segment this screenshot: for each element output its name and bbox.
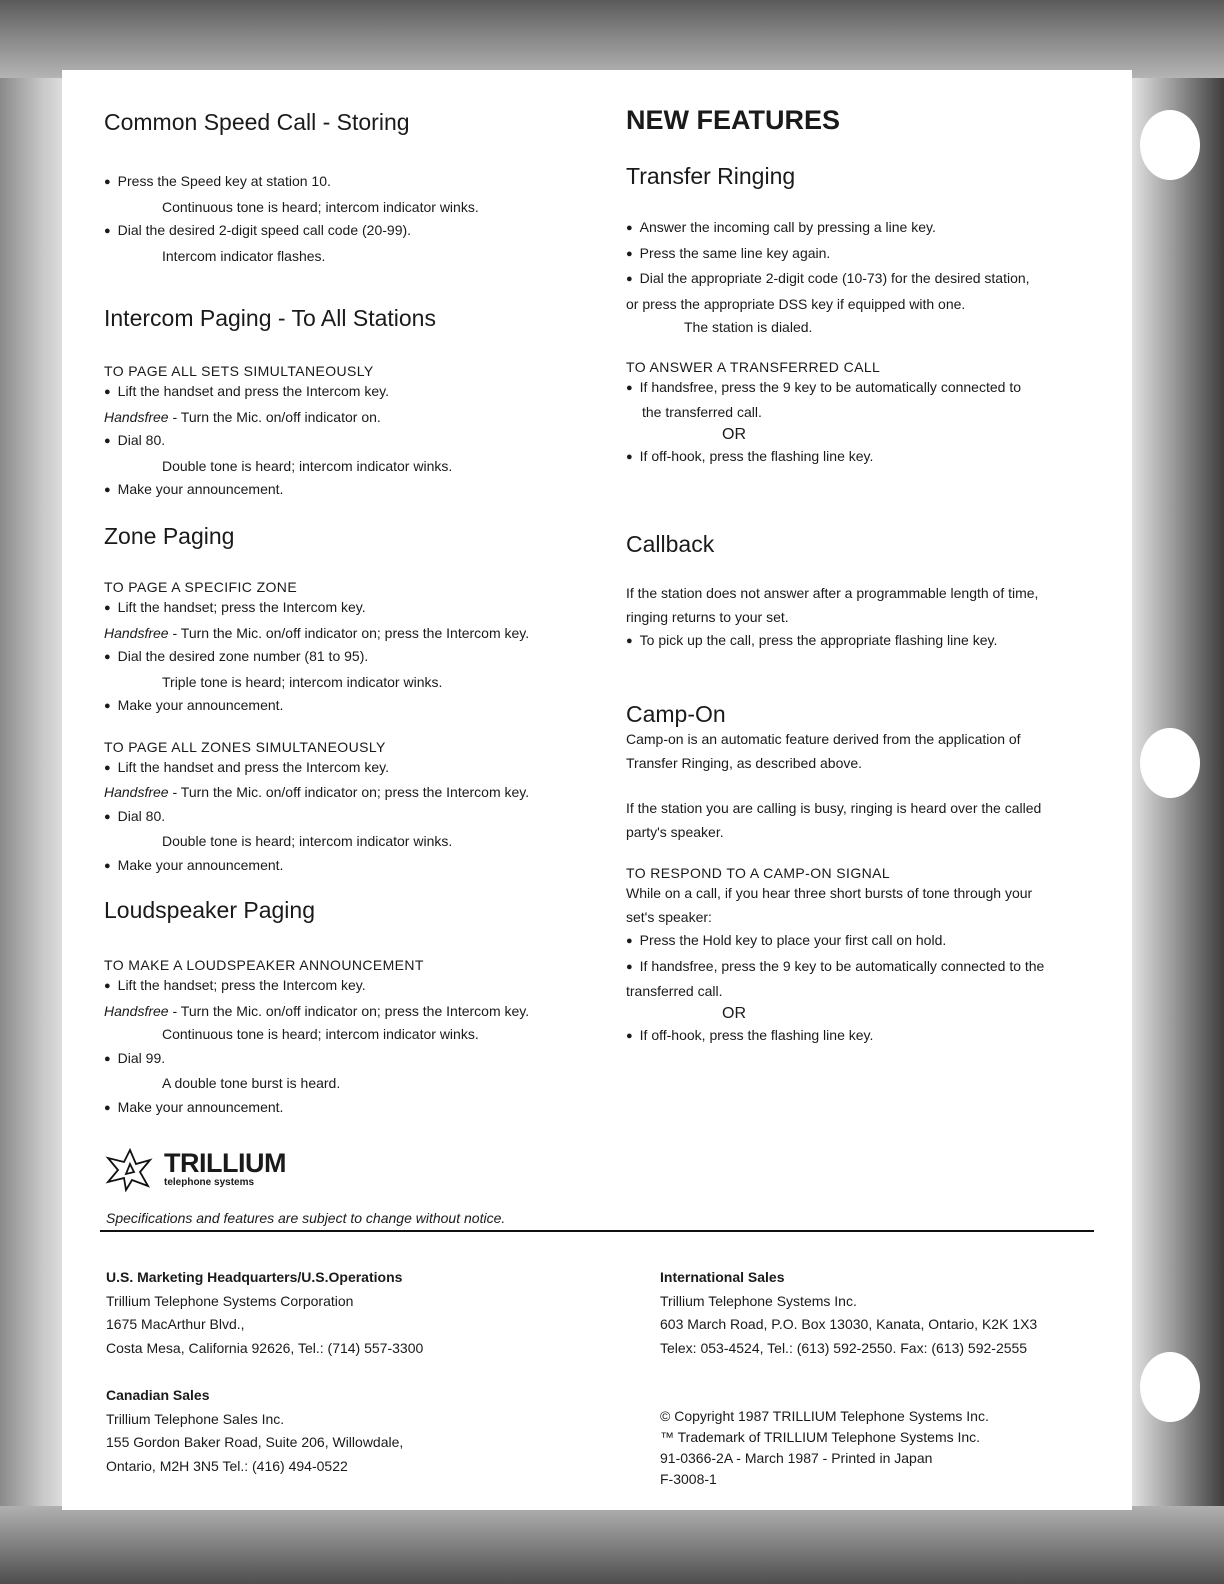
instruction-line: ● If off-hook, press the flashing line key. — [626, 445, 1106, 471]
subsection-title: TO PAGE A SPECIFIC ZONE — [104, 579, 298, 595]
handsfree-text: - Turn the Mic. on/off indicator on; press the Intercom key. — [168, 1002, 530, 1019]
body-line: Camp-on is an automatic feature derived from the application of — [626, 731, 1021, 747]
section-common-speed-call — [104, 108, 604, 268]
subsection-title: TO ANSWER A TRANSFERRED CALL — [626, 358, 881, 375]
handsfree-label: Handsfree — [104, 624, 169, 641]
footer-line: 155 Gordon Baker Road, Suite 206, Willowdale, — [106, 1434, 404, 1450]
section-title: Callback — [626, 531, 715, 557]
result-line: Triple tone is heard; intercom indicator winks. — [162, 673, 443, 690]
footer-us-operations — [106, 1266, 423, 1360]
scan-edge-bottom — [0, 1506, 1224, 1584]
section-transfer-ringing — [626, 162, 1106, 470]
instruction-line: ● Lift the handset and press the Intercom key. — [104, 756, 604, 782]
print-info-line: 91-0366-2A - March 1987 - Printed in Japan — [660, 1450, 933, 1466]
handsfree-text: - Turn the Mic. on/off indicator on; press the Intercom key. — [168, 784, 530, 800]
handsfree-text: - Turn the Mic. on/off indicator on; press the Intercom key. — [168, 624, 530, 641]
result-line: The station is dialed. — [684, 319, 813, 335]
instruction-line: ● Answer the incoming call by pressing a line key. — [626, 216, 1106, 242]
trademark-line: ™ Trademark of TRILLIUM Telephone Systems Inc. — [660, 1429, 981, 1445]
instruction-line: ● Make your announcement. — [104, 694, 604, 720]
footer-copyright — [660, 1406, 989, 1490]
scan-edge-left — [0, 0, 62, 1584]
handsfree-line — [104, 781, 604, 805]
instruction-line: or press the appropriate DSS key if equipped with one. — [626, 295, 966, 312]
body-line: Transfer Ringing, as described above. — [626, 754, 863, 771]
or-label: OR — [722, 425, 746, 443]
instruction-line: ● Press the Speed key at station 10. — [104, 170, 604, 196]
footer-heading: U.S. Marketing Headquarters/U.S.Operations — [106, 1269, 403, 1285]
handsfree-label: Handsfree — [104, 408, 169, 425]
logo-tagline: telephone systems — [164, 1177, 255, 1188]
instruction-line: ● If off-hook, press the flashing line key. — [626, 1024, 1106, 1050]
scan-edge-top — [0, 0, 1224, 78]
section-callback — [626, 530, 1106, 655]
handsfree-label: Handsfree — [104, 1002, 169, 1019]
section-title: Zone Paging — [104, 523, 235, 549]
instruction-line: ● To pick up the call, press the appropriate flashing line key. — [626, 629, 1106, 655]
binder-hole-middle — [1140, 728, 1200, 798]
copyright-line: © Copyright 1987 TRILLIUM Telephone Systems Inc. — [660, 1408, 989, 1424]
subsection-title: TO PAGE ALL SETS SIMULTANEOUSLY — [104, 363, 374, 379]
result-line: Continuous tone is heard; intercom indicator winks. — [162, 198, 479, 215]
instruction-line: the transferred call. — [642, 404, 762, 420]
subsection-title: TO PAGE ALL ZONES SIMULTANEOUSLY — [104, 738, 386, 755]
footer-line: 1675 MacArthur Blvd., — [106, 1316, 245, 1332]
footer-line: Trillium Telephone Systems Corporation — [106, 1292, 354, 1309]
trillium-logo — [104, 1146, 324, 1192]
body-line: If the station does not answer after a programmable length of time, — [626, 585, 1039, 601]
section-camp-on — [626, 700, 1106, 1049]
instruction-line: ● Make your announcement. — [104, 1096, 604, 1122]
logo-wordmark: TRILLIUM — [164, 1148, 286, 1178]
instruction-line: ● Lift the handset; press the Intercom key. — [104, 974, 604, 1000]
right-column — [626, 104, 1106, 1043]
or-label: OR — [722, 1004, 746, 1022]
binder-hole-bottom — [1140, 1352, 1200, 1422]
footer-line: 603 March Road, P.O. Box 13030, Kanata, Ontario, K2K 1X3 — [660, 1316, 1038, 1332]
footer-line: Ontario, M2H 3N5 Tel.: (416) 494-0522 — [106, 1457, 348, 1474]
subsection-title: TO RESPOND TO A CAMP-ON SIGNAL — [626, 865, 891, 881]
footer-canadian-sales — [106, 1384, 403, 1478]
section-zone-paging — [104, 522, 604, 879]
handsfree-line — [104, 406, 604, 430]
result-line: Double tone is heard; intercom indicator winks. — [162, 833, 453, 849]
trillium-flower-icon — [104, 1146, 156, 1192]
instruction-line: ● If handsfree, press the 9 key to be automatically connected to — [626, 376, 1106, 402]
binder-hole-top — [1140, 110, 1200, 180]
section-loudspeaker-paging — [104, 896, 604, 1121]
section-title: Camp-On — [626, 701, 726, 727]
handsfree-label: Handsfree — [104, 784, 169, 800]
new-features-heading: NEW FEATURES — [626, 105, 840, 135]
result-line: A double tone burst is heard. — [162, 1075, 341, 1091]
body-line: ringing returns to your set. — [626, 608, 789, 625]
footer-heading: International Sales — [660, 1269, 785, 1285]
instruction-line: ● Dial 99. — [104, 1047, 604, 1073]
instruction-line: ● Dial 80. — [104, 429, 604, 455]
instruction-line: ● Dial the appropriate 2-digit code (10-73) for the desired station, — [626, 267, 1106, 293]
instruction-line: ● Make your announcement. — [104, 854, 604, 880]
instruction-line: ● Press the Hold key to place your first call on hold. — [626, 929, 1106, 955]
handsfree-text: - Turn the Mic. on/off indicator on. — [168, 408, 381, 425]
section-title: Intercom Paging - To All Stations — [104, 305, 436, 331]
divider-rule — [100, 1230, 1094, 1232]
footer-line: Costa Mesa, California 92626, Tel.: (714) 557-3300 — [106, 1339, 424, 1356]
result-line: Intercom indicator flashes. — [162, 247, 326, 264]
handsfree-line — [104, 1000, 604, 1024]
handsfree-line — [104, 622, 604, 646]
footer-international-sales — [660, 1266, 1037, 1360]
instruction-line: ● Dial 80. — [104, 805, 604, 831]
body-line: party's speaker. — [626, 823, 724, 840]
instruction-line: ● Lift the handset and press the Intercom key. — [104, 380, 604, 406]
instruction-line: ● Dial the desired zone number (81 to 95). — [104, 645, 604, 671]
instruction-line: ● Lift the handset; press the Intercom key. — [104, 596, 604, 622]
footer-line: Trillium Telephone Systems Inc. — [660, 1292, 857, 1309]
section-title: Transfer Ringing — [626, 163, 796, 189]
instruction-line: transferred call. — [626, 983, 723, 999]
footer-line: Telex: 053-4524, Tel.: (613) 592-2550. Fax: (613) 592-2555 — [660, 1339, 1028, 1356]
body-line: If the station you are calling is busy, ringing is heard over the called — [626, 800, 1042, 816]
form-number: F-3008-1 — [660, 1471, 717, 1487]
footer-line: Trillium Telephone Sales Inc. — [106, 1410, 285, 1427]
result-line: Double tone is heard; intercom indicator winks. — [162, 457, 453, 474]
instruction-line: ● If handsfree, press the 9 key to be automatically connected to the — [626, 955, 1106, 981]
section-title: Common Speed Call - Storing — [104, 109, 410, 135]
disclaimer: Specifications and features are subject to change without notice. — [106, 1210, 506, 1226]
instruction-line: ● Press the same line key again. — [626, 242, 1106, 268]
instruction-line: ● Make your announcement. — [104, 478, 604, 504]
footer-heading: Canadian Sales — [106, 1387, 210, 1403]
body-line: set's speaker: — [626, 908, 712, 925]
instruction-line: ● Dial the desired 2-digit speed call code (20-99). — [104, 219, 604, 245]
subsection-title: TO MAKE A LOUDSPEAKER ANNOUNCEMENT — [104, 957, 424, 973]
section-intercom-paging — [104, 304, 604, 504]
result-line: Continuous tone is heard; intercom indicator winks. — [162, 1026, 479, 1042]
body-line: While on a call, if you hear three short bursts of tone through your — [626, 885, 1033, 901]
section-title: Loudspeaker Paging — [104, 897, 315, 923]
